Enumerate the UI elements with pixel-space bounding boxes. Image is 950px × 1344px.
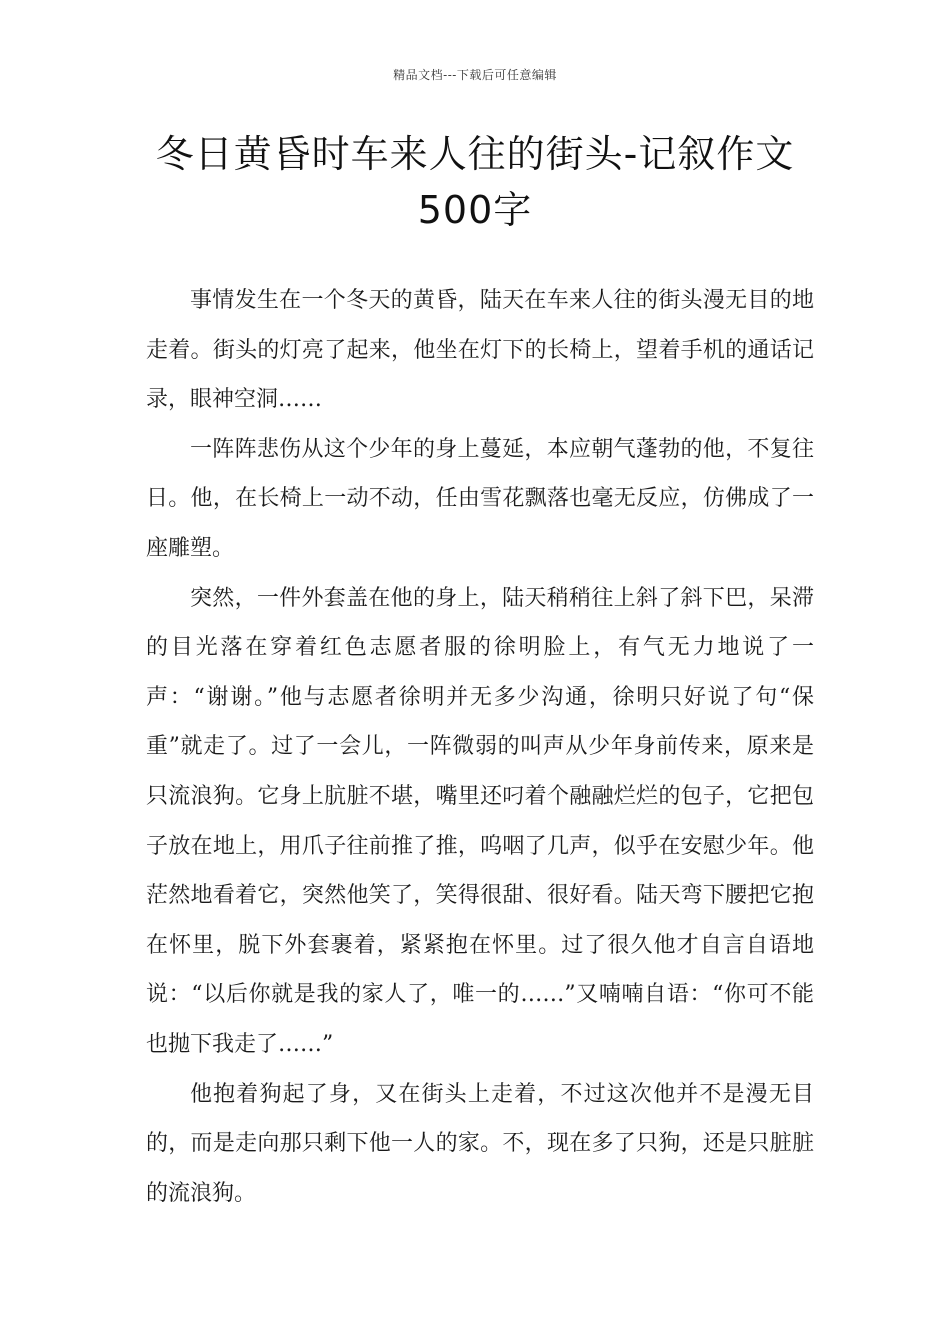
title-line-2: 500字 xyxy=(417,188,533,232)
paragraph-2: 一阵阵悲伤从这个少年的身上蔓延，本应朝气蓬勃的他，不复往日。他，在长椅上一动不动，任由雪花飘落也毫无反应，仿佛成了一座雕塑。 xyxy=(146,436,814,561)
paragraph-3: 突然，一件外套盖在他的身上，陆天稍稍往上斜了斜下巴，呆滞的目光落在穿着红色志愿者服的徐明脸上，有气无力地说了一声：“谢谢。”他与志愿者徐明并无多少沟通，徐明只好说了句“保重”就走了。过了一会儿，一阵微弱的叫声从少年身前传来，原来是只流浪狗。它身上肮脏不堪，嘴里还叼着个融融烂烂的包子，它把包子放在地上，用爪子往前推了推，呜咽了几声，似乎在安慰少年。他茫然地看着它，突然他笑了，笑得很甜、很好看。陆天弯下腰把它抱在怀里，脱下外套裹着，紧紧抱在怀里。过了很久他才自言自语地说：“以后你就是我的家人了，唯一的……”又喃喃自语：“你可不能也抛下我走了……” xyxy=(146,585,814,1057)
document-body xyxy=(146,276,814,1218)
paragraph-4: 他抱着狗起了身，又在街头上走着，不过这次他并不是漫无目的，而是走向那只剩下他一人的家。不，现在多了只狗，还是只脏脏的流浪狗。 xyxy=(146,1081,814,1206)
title-line-1: 冬日黄昏时车来人往的街头-记叙作文 xyxy=(155,132,795,176)
header-note: 精品文档---下载后可任意编辑 xyxy=(393,68,557,82)
paragraph-1: 事情发生在一个冬天的黄昏，陆天在车来人往的街头漫无目的地走着。街头的灯亮了起来，他坐在灯下的长椅上，望着手机的通话记录，眼神空洞…… xyxy=(146,288,814,413)
document-title xyxy=(100,126,850,238)
